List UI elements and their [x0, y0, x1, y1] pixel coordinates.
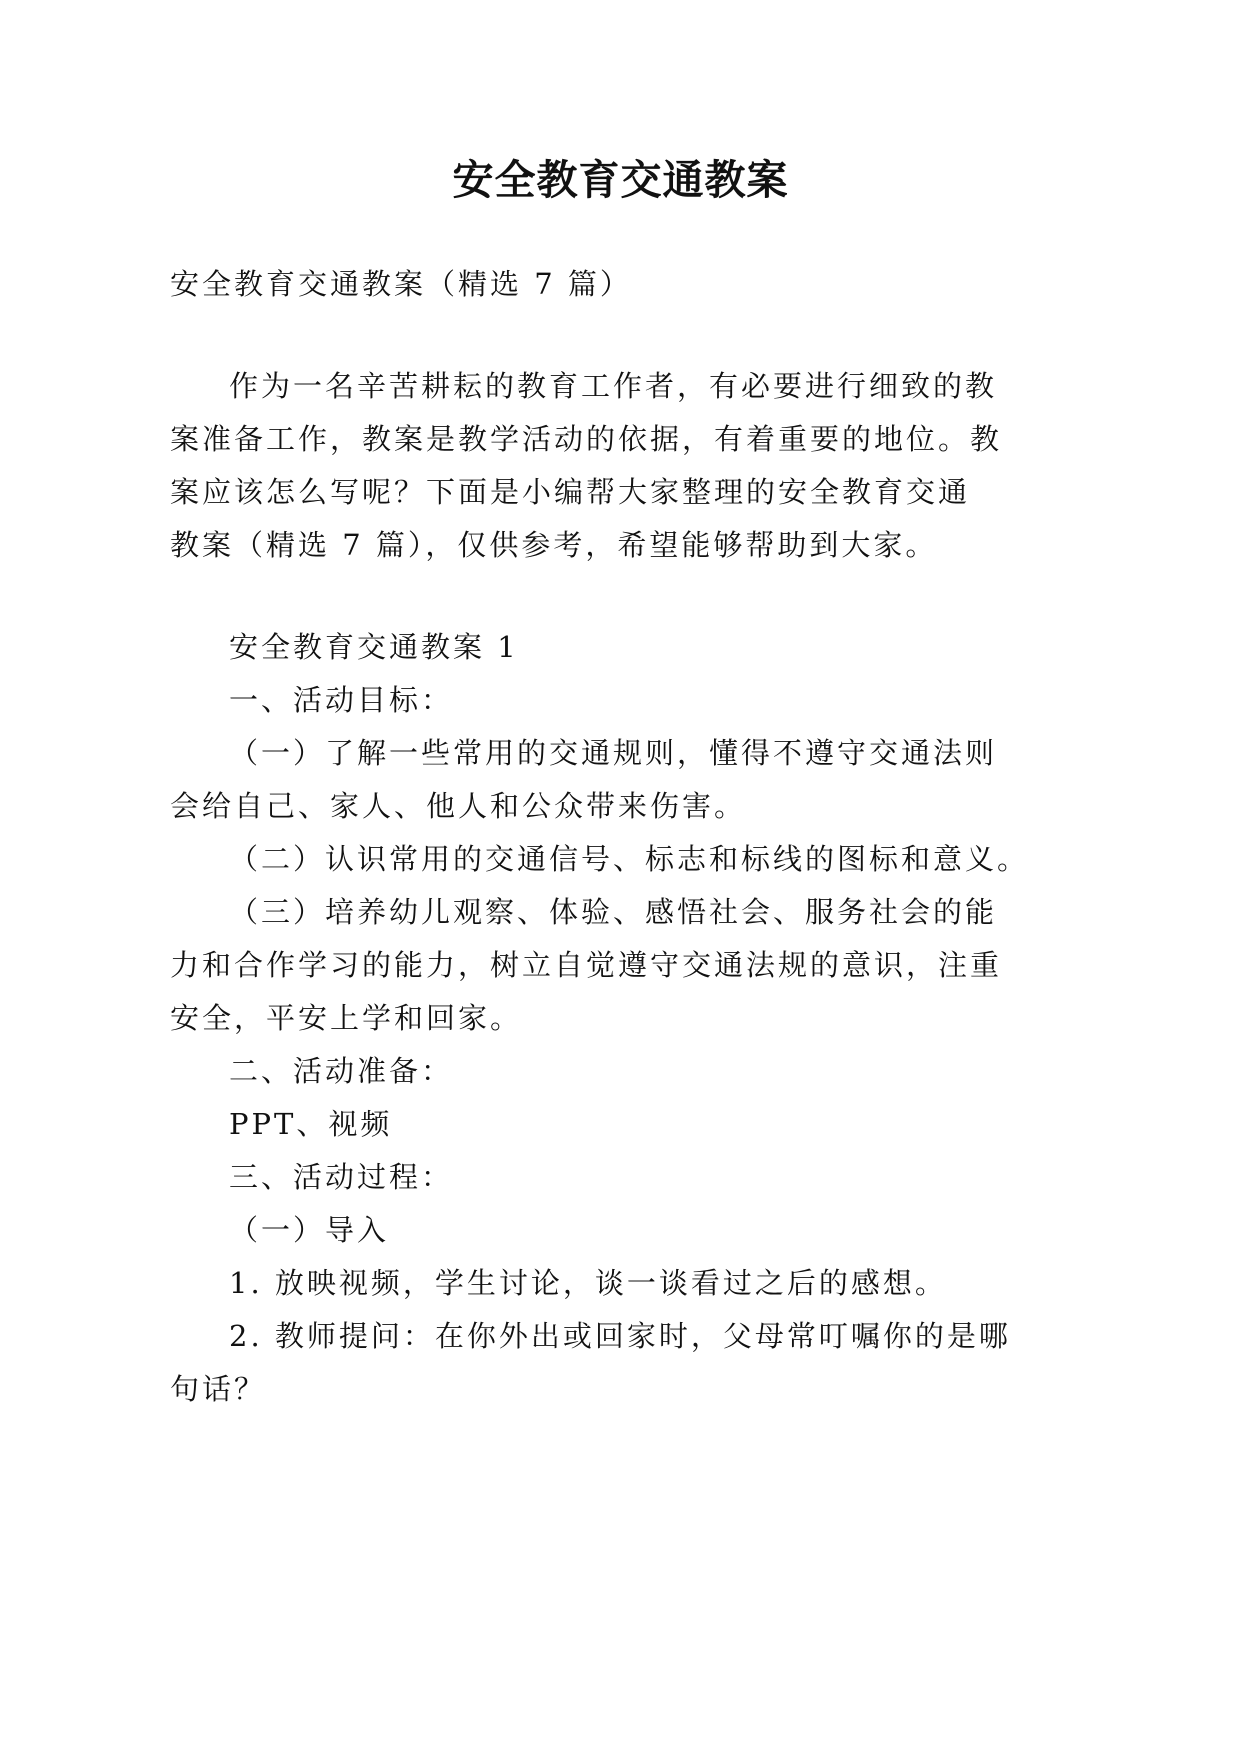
goal-heading: 一、活动目标：	[229, 683, 454, 717]
process-subheading: （一）导入	[229, 1213, 390, 1247]
process-line: 句话？	[170, 1372, 267, 1406]
intro-line: 教案（精选 7 篇），仅供参考，希望能够帮助到大家。	[170, 528, 938, 562]
document-subtitle: 安全教育交通教案（精选 7 篇）	[170, 267, 632, 301]
section-heading: 安全教育交通教案 1	[229, 630, 519, 664]
goal-line: （一）了解一些常用的交通规则，懂得不遵守交通法则	[229, 736, 998, 770]
process-line: 1. 放映视频，学生讨论，谈一谈看过之后的感想。	[229, 1266, 947, 1300]
goal-line: （三）培养幼儿观察、体验、感悟社会、服务社会的能	[229, 895, 998, 929]
prep-text: PPT、视频	[229, 1107, 393, 1141]
process-heading: 三、活动过程：	[229, 1160, 454, 1194]
intro-line: 案准备工作，教案是教学活动的依据，有着重要的地位。教	[170, 422, 1003, 456]
intro-line: 作为一名辛苦耕耘的教育工作者，有必要进行细致的教	[229, 369, 998, 403]
document-title: 安全教育交通教案	[452, 156, 789, 204]
process-line: 2. 教师提问：在你外出或回家时，父母常叮嘱你的是哪	[229, 1319, 1011, 1353]
intro-line: 案应该怎么写呢？下面是小编帮大家整理的安全教育交通	[170, 475, 971, 509]
goal-line: （二）认识常用的交通信号、标志和标线的图标和意义。	[229, 842, 1030, 876]
goal-line: 会给自己、家人、他人和公众带来伤害。	[170, 789, 747, 823]
prep-heading: 二、活动准备：	[229, 1054, 454, 1088]
goal-line: 安全，平安上学和回家。	[170, 1001, 523, 1035]
goal-line: 力和合作学习的能力，树立自觉遵守交通法规的意识，注重	[170, 948, 1003, 982]
